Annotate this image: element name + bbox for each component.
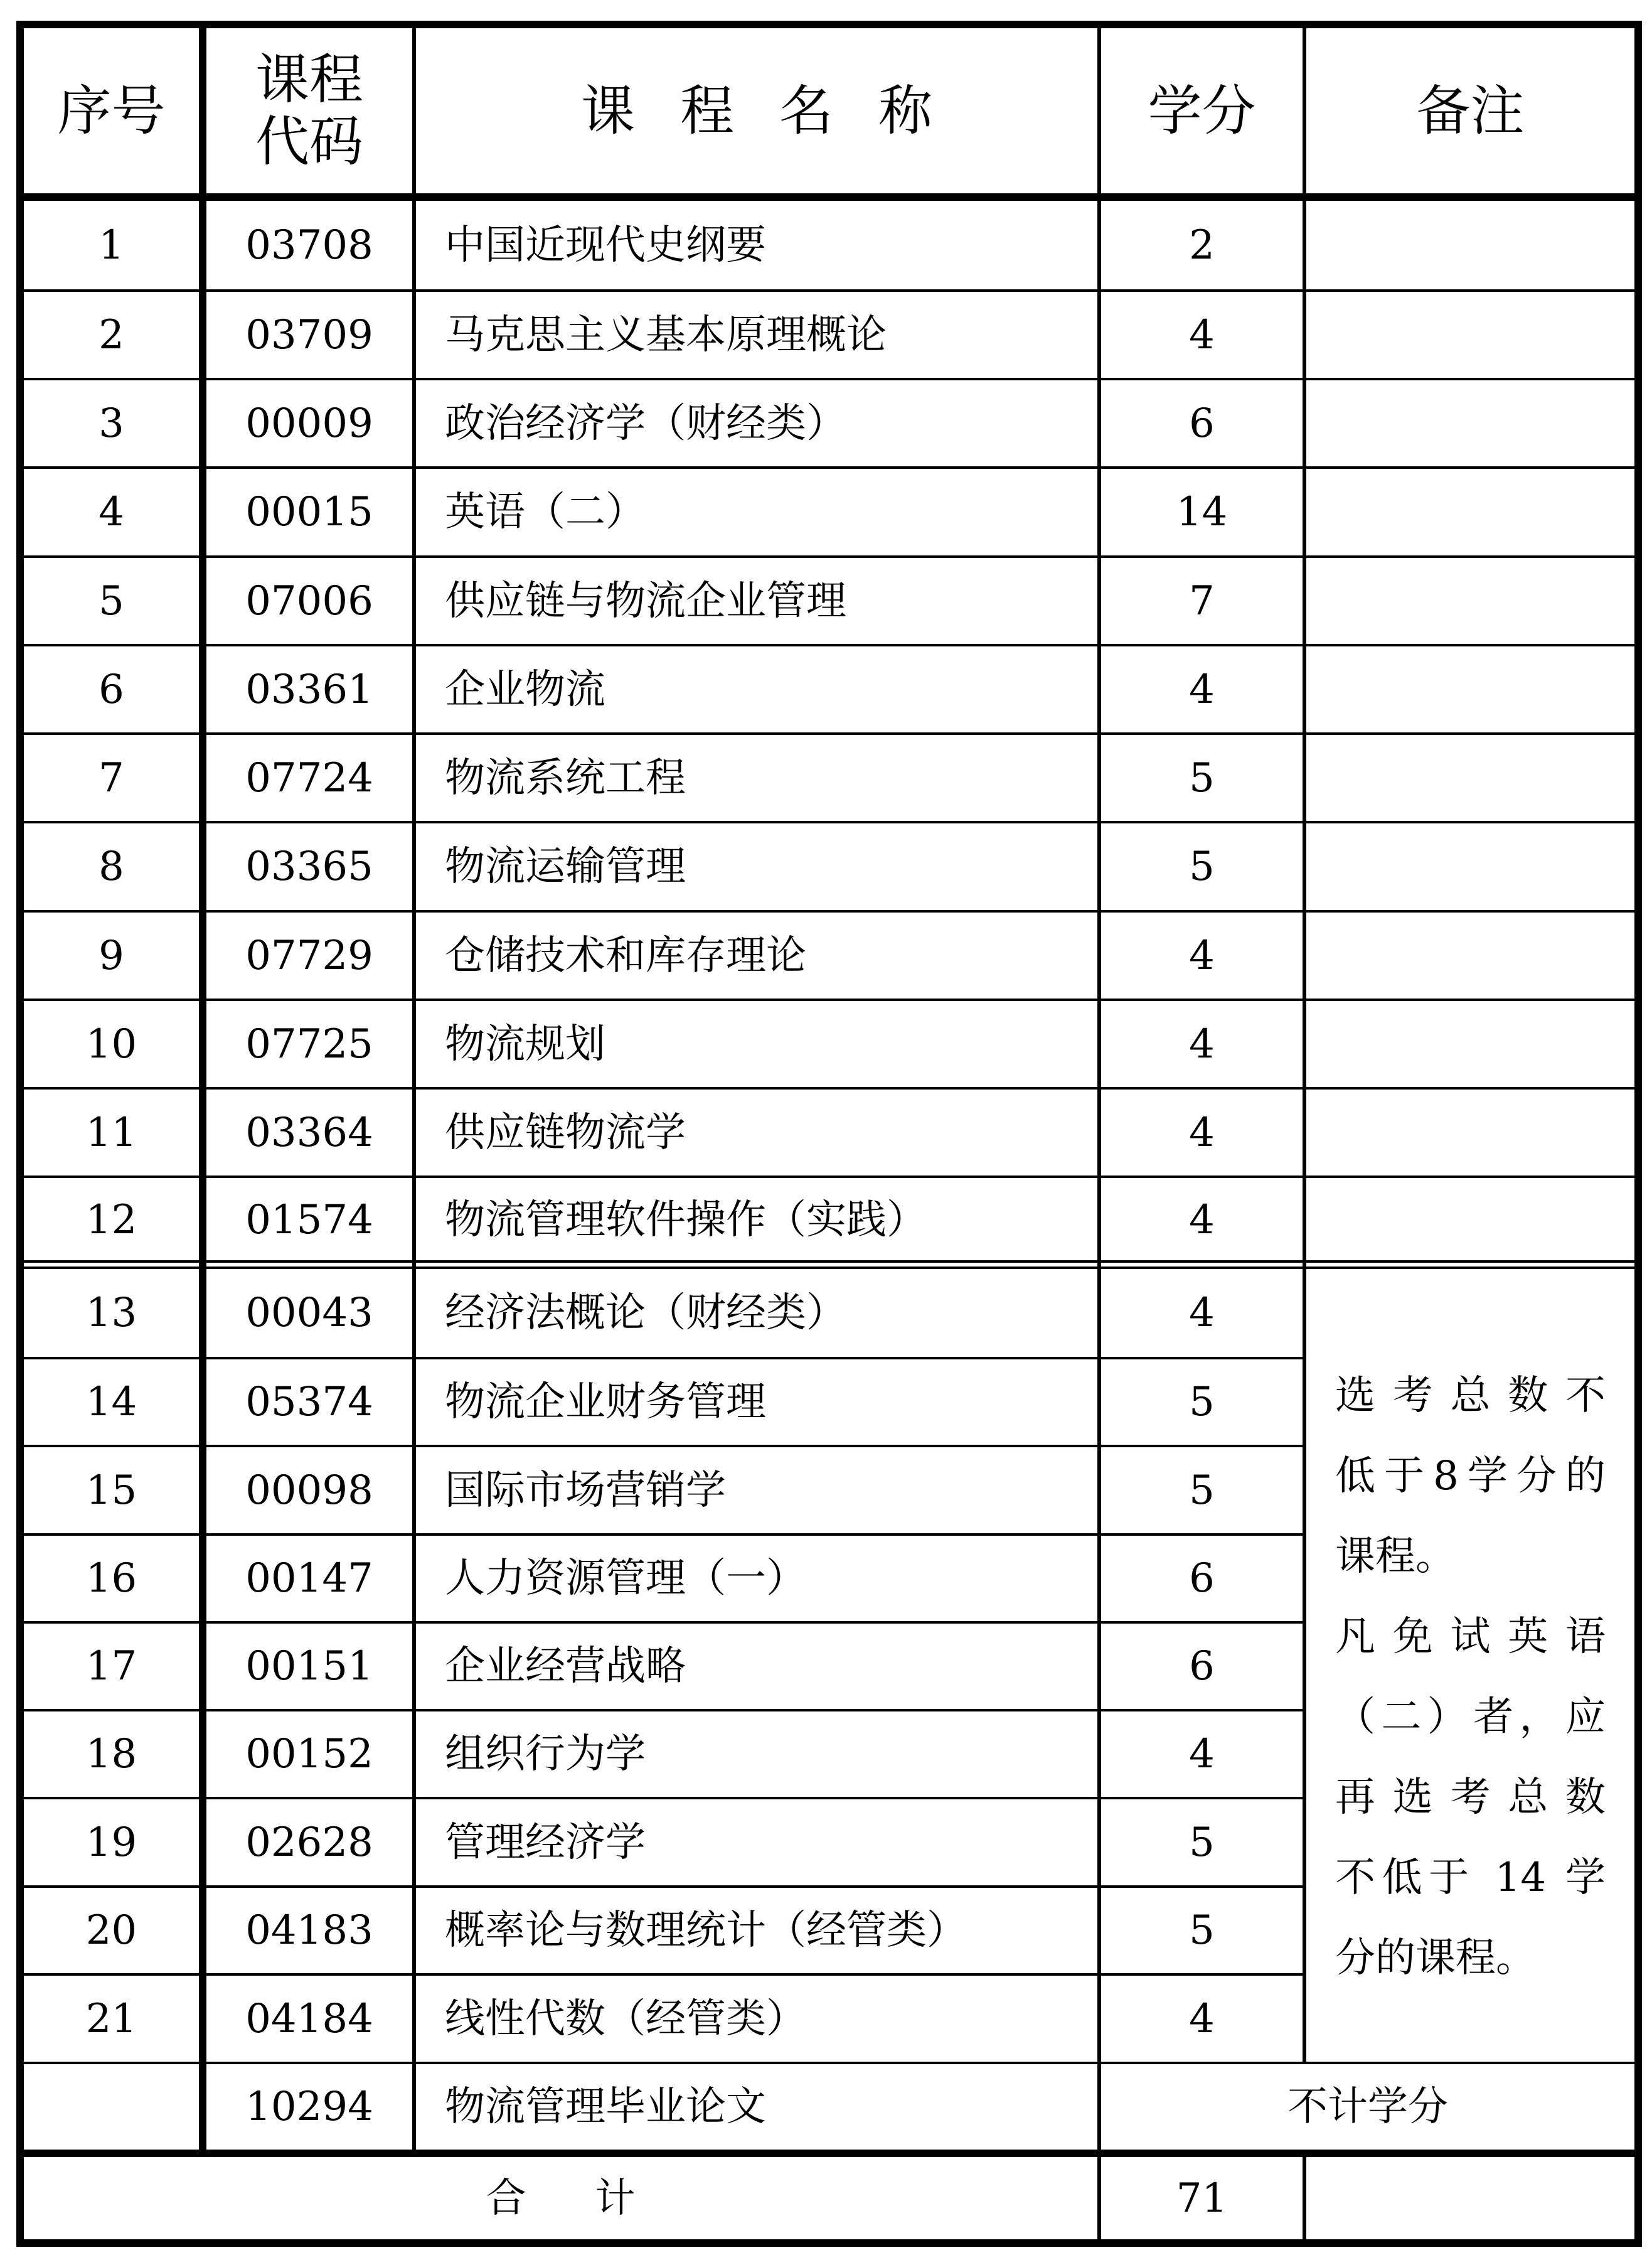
row-course-code: 02628	[245, 1819, 373, 1866]
total-top-border	[24, 2150, 1634, 2157]
row-course-name: 政治经济学（财经类）	[445, 400, 846, 447]
row-course-name: 经济法概论（财经类）	[445, 1290, 846, 1336]
course-plan-table	[16, 21, 1642, 2247]
row-course-code: 10294	[245, 2084, 373, 2130]
code-column-divider	[412, 28, 416, 2150]
row-course-code: 07729	[245, 932, 373, 979]
row-divider	[24, 1533, 1303, 1536]
row-seq: 15	[85, 1467, 137, 1514]
row-course-name: 物流管理毕业论文	[445, 2084, 766, 2130]
row-course-code: 03365	[245, 843, 373, 890]
row-course-code: 03361	[245, 666, 373, 713]
row-credits: 4	[1189, 311, 1215, 358]
row-seq: 13	[85, 1290, 137, 1336]
row-credits: 7	[1189, 577, 1215, 624]
row-course-code: 00147	[245, 1555, 373, 1602]
row-credits-note: 不计学分	[1287, 2084, 1448, 2130]
row-credits: 5	[1189, 1907, 1215, 1954]
row-course-name: 概率论与数理统计（经管类）	[445, 1907, 967, 1954]
row-divider	[24, 1445, 1303, 1447]
row-credits: 2	[1189, 222, 1215, 269]
row-seq	[24, 2064, 199, 2150]
row-course-code: 03709	[245, 311, 373, 358]
row-course-name: 人力资源管理（一）	[445, 1555, 806, 1602]
row-seq: 17	[85, 1643, 137, 1690]
row-credits: 5	[1189, 754, 1215, 801]
row-divider	[24, 1973, 1303, 1976]
name-column-divider	[1097, 28, 1101, 2239]
row-course-name: 马克思主义基本原理概论	[445, 311, 887, 358]
row-course-code: 00152	[245, 1731, 373, 1777]
row-divider	[24, 1357, 1303, 1359]
row-divider	[24, 999, 1634, 1001]
row-seq: 3	[99, 400, 124, 447]
row-divider	[24, 555, 1634, 558]
row-course-name: 物流规划	[445, 1020, 605, 1068]
row-seq: 18	[85, 1731, 137, 1777]
row-credits: 4	[1189, 1020, 1215, 1068]
row-credits: 4	[1189, 932, 1215, 979]
row-course-code: 00015	[245, 489, 373, 535]
row-course-name: 物流管理软件操作（实践）	[445, 1196, 927, 1243]
row-credits: 14	[1176, 489, 1228, 535]
elective-remarks-note	[1335, 1356, 1606, 1998]
row-course-code: 04183	[245, 1907, 373, 1954]
row-seq: 2	[99, 311, 124, 358]
row-divider	[24, 1621, 1303, 1624]
row-course-name: 供应链物流学	[445, 1109, 686, 1156]
row-divider	[24, 821, 1634, 823]
row-seq: 5	[99, 577, 124, 624]
row-credits: 4	[1189, 1290, 1215, 1336]
row-credits: 5	[1189, 1819, 1215, 1866]
note-line: 选考总数不	[1335, 1373, 1606, 1419]
row-course-code: 07006	[245, 577, 373, 624]
row-credits: 4	[1189, 1196, 1215, 1243]
row-course-name: 中国近现代史纲要	[445, 222, 766, 269]
row-divider	[24, 1176, 1634, 1178]
row-credits: 5	[1189, 1379, 1215, 1425]
row-divider	[24, 289, 1634, 292]
row-credits: 4	[1189, 1731, 1215, 1777]
row-credits: 6	[1189, 400, 1215, 447]
row-course-code: 01574	[245, 1196, 373, 1243]
row-course-code: 00098	[245, 1467, 373, 1514]
row-course-name: 管理经济学	[445, 1819, 646, 1866]
row-divider	[24, 378, 1634, 380]
row-divider	[24, 1885, 1303, 1888]
row-course-name: 组织行为学	[445, 1731, 646, 1777]
row-seq: 4	[99, 489, 124, 535]
row-credits: 4	[1189, 666, 1215, 713]
row-seq: 11	[85, 1109, 137, 1156]
header-course-name: 课程名称	[581, 79, 978, 142]
row-credits: 6	[1189, 1643, 1215, 1690]
credits-column-divider-total	[1303, 2157, 1306, 2239]
header-course-code-line1: 课程	[255, 48, 363, 111]
note-line: 凡免试英语	[1335, 1614, 1606, 1660]
row-divider	[24, 1797, 1303, 1799]
note-line: 课程。	[1335, 1533, 1456, 1580]
note-line: （二）者，应	[1335, 1694, 1606, 1740]
header-course-code-line2: 代码	[255, 110, 363, 173]
note-line: 再选考总数	[1335, 1774, 1606, 1821]
row-divider	[24, 466, 1634, 469]
row-divider	[24, 1709, 1303, 1711]
row-seq: 21	[85, 1995, 137, 2042]
row-course-code: 05374	[245, 1379, 373, 1425]
row-course-name: 英语（二）	[445, 489, 646, 535]
row-credits: 5	[1189, 843, 1215, 890]
header-bottom-border	[24, 193, 1634, 201]
row-credits: 5	[1189, 1467, 1215, 1514]
double-divider-top	[24, 1260, 1634, 1263]
row-course-name: 物流运输管理	[445, 843, 686, 890]
header-seq: 序号	[57, 79, 166, 142]
row-divider	[24, 732, 1634, 735]
row-seq: 6	[99, 666, 124, 713]
row-course-name: 线性代数（经管类）	[445, 1995, 806, 2042]
row-course-name: 企业物流	[445, 666, 605, 713]
row-divider	[24, 644, 1634, 646]
seq-column-divider	[199, 28, 206, 2150]
note-line: 不低于 14 学	[1335, 1855, 1606, 1901]
row-credits: 6	[1189, 1555, 1215, 1602]
row-seq: 12	[85, 1196, 137, 1243]
total-label: 合计	[486, 2175, 705, 2222]
row-course-code: 03708	[245, 222, 373, 269]
row-seq: 14	[85, 1379, 137, 1425]
header-course-code	[206, 28, 412, 193]
total-credits: 71	[1176, 2175, 1228, 2222]
note-line: 分的课程。	[1335, 1935, 1536, 1981]
row-course-name: 仓储技术和库存理论	[445, 932, 806, 979]
total-remarks	[1306, 2157, 1634, 2239]
row-course-code: 04184	[245, 1995, 373, 2042]
row-course-name: 国际市场营销学	[445, 1467, 726, 1514]
row-seq: 19	[85, 1819, 137, 1866]
row-course-code: 07725	[245, 1020, 373, 1068]
row-seq: 16	[85, 1555, 137, 1602]
row-seq: 7	[99, 754, 124, 801]
row-course-code: 00151	[245, 1643, 373, 1690]
row-course-name: 物流企业财务管理	[445, 1379, 766, 1425]
note-line: 低于8学分的	[1335, 1453, 1606, 1499]
row-course-code: 07724	[245, 754, 373, 801]
header-credits: 学分	[1148, 79, 1256, 142]
header-remarks: 备注	[1416, 79, 1525, 142]
row-credits: 4	[1189, 1995, 1215, 2042]
row-course-name: 供应链与物流企业管理	[445, 577, 846, 624]
row-course-code: 03364	[245, 1109, 373, 1156]
row-credits: 4	[1189, 1109, 1215, 1156]
row-course-code: 00009	[245, 400, 373, 447]
row-course-name: 物流系统工程	[445, 754, 686, 801]
row-divider	[24, 910, 1634, 913]
row-seq: 10	[85, 1020, 137, 1068]
row-course-name: 企业经营战略	[445, 1643, 686, 1690]
row-seq: 1	[99, 222, 124, 269]
credits-column-divider	[1303, 28, 1306, 2064]
row-divider	[24, 1087, 1634, 1090]
row-seq: 20	[85, 1907, 137, 1954]
row-seq: 8	[99, 843, 124, 890]
row-course-code: 00043	[245, 1290, 373, 1336]
row-seq: 9	[99, 932, 124, 979]
